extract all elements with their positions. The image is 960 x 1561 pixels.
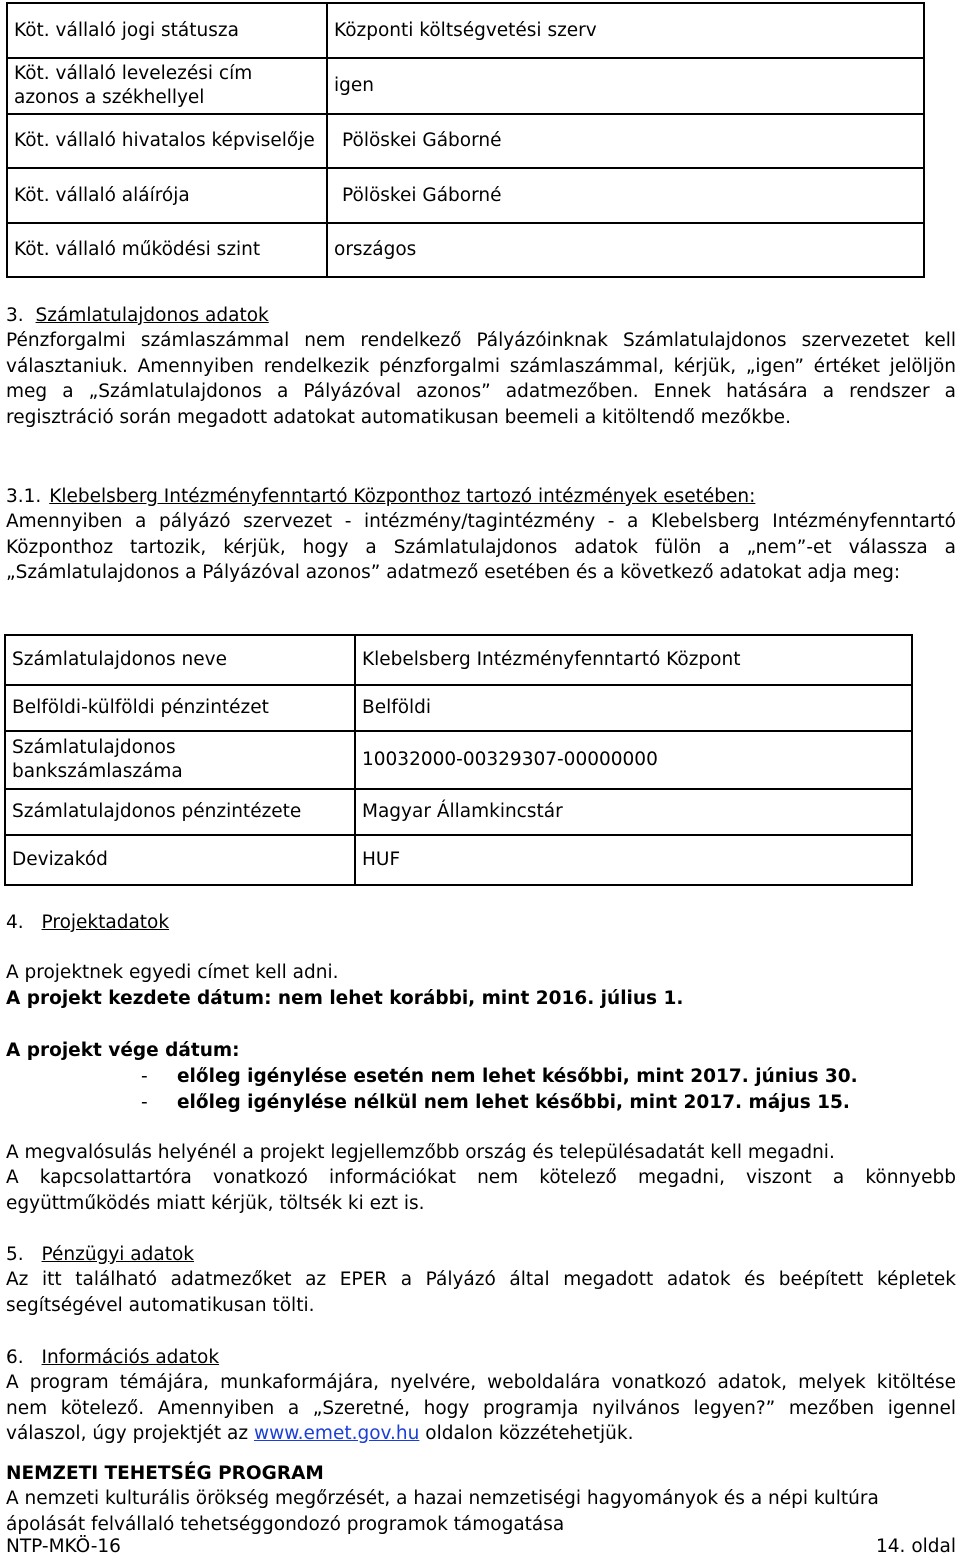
table-row xyxy=(7,58,924,114)
table-row xyxy=(5,685,912,731)
organization-table xyxy=(6,2,925,278)
section-4-heading xyxy=(6,910,956,936)
row-label: Számlatulajdonos neve xyxy=(5,635,355,685)
section-3-text: Pénzforgalmi számlaszámmal nem rendelkező Pályázóinknak Számlatulajdonos szervezetet kell választaniuk. Amennyiben rendelkezik pénzforgalmi számlaszámmal, kérjük, „igen” értéket jelöljön meg a „Számlatulajdonos a Pályázóval azonos” adatmezőben. Ennek hatására a rendszer a regisztráció során megadott adatokat automatikusan beemeli a kitöltendő mezőkbe. xyxy=(6,330,956,428)
section-5-heading xyxy=(6,1242,956,1268)
row-value: országos xyxy=(327,223,924,277)
bullet-dash: - xyxy=(141,1092,148,1113)
footer-title-text: NEMZETI TEHETSÉG PROGRAM xyxy=(6,1463,324,1484)
table-row xyxy=(5,635,912,685)
row-value: Központi költségvetési szerv xyxy=(327,3,924,58)
row-value: Pölöskei Gáborné xyxy=(327,168,924,223)
contact-note: A kapcsolattartóra vonatkozó információkat nem kötelező megadni, viszont a könnyebb együttműködés miatt kérjük, töltsék ki ezt is. xyxy=(6,1167,956,1214)
row-value: Magyar Államkincstár xyxy=(355,789,912,835)
section-number: 5. xyxy=(6,1244,24,1265)
row-value: Pölöskei Gáborné xyxy=(327,114,924,168)
footer-bottom-row xyxy=(6,1534,956,1560)
project-start-note xyxy=(6,986,956,1012)
project-start-text: A projekt kezdete dátum: nem lehet korábbi, mint 2016. július 1. xyxy=(6,988,684,1009)
row-value: Klebelsberg Intézményfenntartó Központ xyxy=(355,635,912,685)
row-label: Köt. vállaló levelezési cím azonos a székhellyel xyxy=(7,58,327,114)
location-note: A megvalósulás helyénél a projekt legjellemzőbb ország és településadatát kell megadni. xyxy=(6,1142,835,1163)
table-row xyxy=(5,789,912,835)
account-holder-table xyxy=(4,634,913,886)
table-row xyxy=(7,168,924,223)
table-row xyxy=(5,731,912,789)
section-title: Számlatulajdonos adatok xyxy=(35,305,269,326)
row-label: Számlatulajdonos bankszámlaszáma xyxy=(5,731,355,789)
row-label: Devizakód xyxy=(5,835,355,885)
section-title: Klebelsberg Intézményfenntartó Központhoz tartozó intézmények esetében: xyxy=(49,486,756,507)
row-label: Számlatulajdonos pénzintézete xyxy=(5,789,355,835)
row-label: Köt. vállaló hivatalos képviselője xyxy=(7,114,327,168)
project-end-heading xyxy=(6,1038,956,1064)
section-5-text: Az itt található adatmezőket az EPER a Pályázó által megadott adatok és beépített képletek segítségével automatikusan tölti. xyxy=(6,1269,956,1316)
row-label: Köt. vállaló aláírója xyxy=(7,168,327,223)
row-label: Belföldi-külföldi pénzintézet xyxy=(5,685,355,731)
section-title: Pénzügyi adatok xyxy=(41,1244,195,1265)
document-code: NTP-MKÖ-16 xyxy=(6,1536,121,1557)
page-number: 14. oldal xyxy=(876,1536,956,1557)
table-row xyxy=(7,3,924,58)
bullet-item xyxy=(141,1064,858,1090)
section-number: 3. xyxy=(6,305,24,326)
bullet-dash: - xyxy=(141,1066,148,1087)
bullet-item xyxy=(141,1090,850,1116)
table-row xyxy=(7,114,924,168)
section-6-text-end: oldalon közzétehetjük. xyxy=(419,1423,634,1445)
section-6-heading xyxy=(6,1345,956,1371)
table-row xyxy=(7,223,924,277)
bullet-text: előleg igénylése nélkül nem lehet későbbi, mint 2017. május 15. xyxy=(177,1092,850,1113)
section-3-heading xyxy=(6,303,956,329)
footer-title xyxy=(6,1461,956,1487)
row-value: Belföldi xyxy=(355,685,912,731)
section-3-1-heading xyxy=(6,484,956,510)
row-value: HUF xyxy=(355,835,912,885)
section-6-text-start: A program témájára, munkaformájára, nyelvére, weboldalára vonatkozó adatok, melyek kitöltése nem kötelező. Amennyiben a „Szeretné, hogy programja nyilvános legyen?” mezőben igennel válaszol, úgy projektjét az xyxy=(6,1372,956,1445)
section-number: 3.1. xyxy=(6,486,42,507)
section-title: Projektadatok xyxy=(41,912,170,933)
section-3-1-text: Amennyiben a pályázó szervezet - intézmény/tagintézmény - a Klebelsberg Intézményfenntartó Központhoz tartozik, kérjük, hogy a Számlatulajdonos adatok fülön a „nem”-et válassza a „Számlatulajdonos a Pályázóval azonos” adatmező esetében és a következő adatokat adja meg: xyxy=(6,511,956,584)
section-number: 4. xyxy=(6,912,24,933)
row-label: Köt. vállaló működési szint xyxy=(7,223,327,277)
row-label: Köt. vállaló jogi státusza xyxy=(7,3,327,58)
emet-website-link[interactable]: www.emet.gov.hu xyxy=(253,1423,420,1445)
section-number: 6. xyxy=(6,1347,24,1368)
project-end-text: A projekt vége dátum: xyxy=(6,1040,240,1061)
project-title-note: A projektnek egyedi címet kell adni. xyxy=(6,962,339,983)
footer-text: A nemzeti kulturális örökség megőrzését, a hazai nemzetiségi hagyományok és a népi kultúra ápolását felvállaló tehetséggondozó programok támogatása xyxy=(6,1488,879,1535)
row-value: igen xyxy=(327,58,924,114)
bullet-text: előleg igénylése esetén nem lehet későbbi, mint 2017. június 30. xyxy=(177,1066,858,1087)
table-row xyxy=(5,835,912,885)
row-value: 10032000-00329307-00000000 xyxy=(355,731,912,789)
section-6-text xyxy=(6,1370,956,1447)
section-title: Információs adatok xyxy=(41,1347,220,1368)
